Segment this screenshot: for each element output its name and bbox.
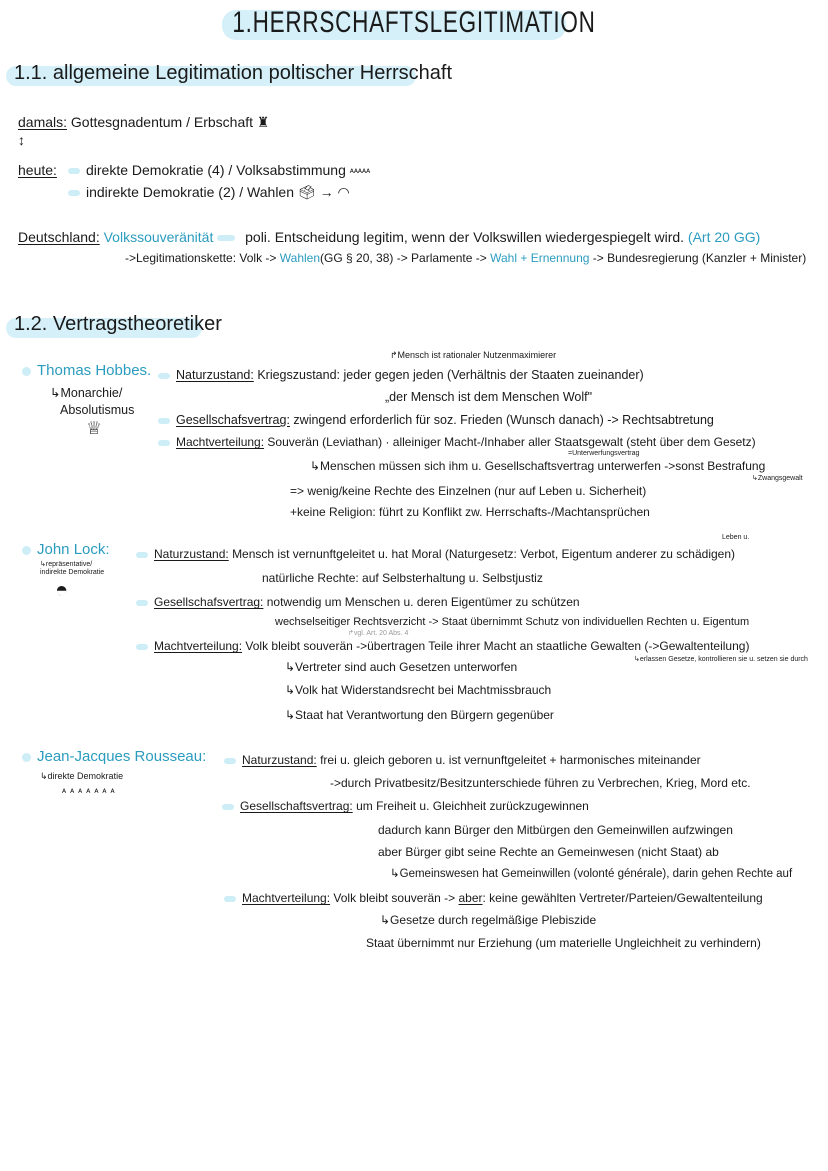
legitimationskette-line bbox=[125, 250, 806, 266]
chain-part-2: (GG § 20, 38) -> Parlamente -> bbox=[320, 251, 487, 265]
hobbes-line-3: +keine Religion: führt zu Konflikt zw. Herrschafts-/Machtansprüchen bbox=[290, 505, 650, 519]
label: Naturzustand: bbox=[242, 753, 317, 767]
bullet-icon bbox=[224, 896, 236, 902]
text: notwendig um Menschen u. deren Eigentümer zu schützen bbox=[266, 595, 580, 609]
rousseau-ges-3: aber Bürger gibt seine Rechte an Gemeinwesen (nicht Staat) ab bbox=[378, 845, 719, 859]
rousseau-name-text: Jean-Jacques Rousseau: bbox=[37, 748, 207, 765]
volkssouveraenitaet: Volkssouveränität bbox=[103, 229, 214, 245]
hobbes-machtverteilung bbox=[158, 434, 756, 450]
heute-indirekt: indirekte Demokratie (2) / Wahlen bbox=[86, 184, 295, 200]
label: Gesellschaftsvertrag: bbox=[240, 799, 353, 813]
parliament-icon: ◠ bbox=[337, 184, 350, 200]
hobbes-note-top: ↱Mensch ist rationaler Nutzenmaximierer bbox=[390, 350, 557, 360]
locke-nat-note: Leben u. bbox=[722, 534, 750, 541]
heute-label bbox=[18, 162, 57, 178]
rousseau-line-1: ↳Gesetze durch regelmäßige Plebiszide bbox=[380, 913, 597, 927]
chain-part-1: ->Legitimationskette: Volk -> bbox=[125, 251, 277, 265]
label: Machtverteilung: bbox=[176, 435, 265, 449]
locke-line-1: ↳Vertreter sind auch Gesetzen unterworfen bbox=[285, 660, 518, 674]
label: Machtverteilung: bbox=[242, 891, 331, 905]
text: Volk bleibt souverän -> bbox=[333, 891, 456, 905]
damals-text: Gottesgnadentum / Erbschaft bbox=[70, 114, 254, 130]
locke-line-3: ↳Staat hat Verantwortung den Bürgern gegenüber bbox=[285, 708, 554, 722]
label: Machtverteilung: bbox=[154, 639, 243, 653]
locke-macht-note: ↱vgl. Art. 20 Abs. 4 bbox=[348, 630, 409, 637]
rousseau-name bbox=[22, 749, 206, 765]
locke-macht-note-2: ↳erlassen Gesetze, kontrollieren sie u. setzen sie durch bbox=[634, 656, 808, 663]
heute-line-2: indirekte Demokratie (2) / Wahlen 🗳 → ◠ bbox=[68, 184, 350, 200]
locke-machtverteilung bbox=[136, 638, 749, 654]
chain-ernennung: + Ernennung bbox=[520, 251, 590, 265]
people-icon: ᴬᴬᴬᴬᴬ bbox=[349, 167, 371, 177]
chain-part-3: -> Bundesregierung (Kanzler + Minister) bbox=[592, 251, 807, 265]
rousseau-ges-4: ↳Gemeinswesen hat Gemeinwillen (volonté générale), darin gehen Rechte auf bbox=[390, 868, 793, 880]
text: zwingend erforderlich für soz. Frieden (Wunsch danach) -> Rechtsabtretung bbox=[293, 413, 714, 427]
hobbes-line-1-note: ↳Zwangsgewalt bbox=[752, 475, 803, 482]
locke-name bbox=[22, 542, 110, 558]
hobbes-name bbox=[22, 363, 151, 379]
locke-gesellschaftsvertrag bbox=[136, 594, 580, 610]
hobbes-sub1: ↳Monarchie/ bbox=[50, 386, 123, 400]
locke-ges-2: wechselseitiger Rechtsverzicht -> Staat übernimmt Schutz von individuellen Rechten u. Eigentum bbox=[275, 616, 750, 628]
hobbes-line-1: ↳Menschen müssen sich ihm u. Gesellschaftsvertrag unterwerfen ->sonst Bestrafung bbox=[310, 459, 766, 473]
page-title: 1.HERRSCHAFTSLEGITIMATION bbox=[232, 6, 596, 39]
rousseau-machtverteilung bbox=[224, 890, 763, 906]
bullet-icon bbox=[136, 552, 148, 558]
parliament-icon: ◓ bbox=[55, 577, 69, 602]
section-heading-1-1: 1.1. allgemeine Legitimation poltischer Herrschaft bbox=[14, 62, 452, 84]
bullet-icon bbox=[22, 753, 31, 762]
label: Gesellschafsvertrag: bbox=[154, 595, 264, 609]
hobbes-macht-note: =Unterwerfungsvertrag bbox=[568, 450, 640, 457]
crown-icon: ♕ bbox=[86, 418, 103, 438]
damals-line bbox=[18, 114, 269, 130]
label: Naturzustand: bbox=[154, 547, 229, 561]
rousseau-nat-2: ->durch Privatbesitz/Besitzunterschiede führen zu Verbrechen, Krieg, Mord etc. bbox=[330, 776, 751, 790]
text: Volk bleibt souverän ->übertragen Teile ihrer Macht an staatliche Gewalten (->Gewaltenteilung) bbox=[245, 639, 750, 653]
text: Mensch ist vernunftgeleitet u. hat Moral (Naturgesetz: Verbot, Eigentum anderer zu schädigen) bbox=[232, 547, 735, 561]
hobbes-gesellschaftsvertrag bbox=[158, 412, 714, 428]
rousseau-ges-2: dadurch kann Bürger den Mitbürgen den Gemeinwillen aufzwingen bbox=[378, 823, 733, 837]
locke-naturzustand bbox=[136, 546, 735, 562]
rousseau-gesellschaftsvertrag bbox=[222, 798, 589, 814]
chain-wahl: Wahl bbox=[490, 251, 518, 265]
bullet-icon bbox=[158, 418, 170, 424]
locke-sub: ↳repräsentative/ indirekte Demokratie bbox=[40, 561, 105, 576]
hobbes-sub2: Absolutismus bbox=[60, 403, 135, 417]
art-reference: (Art 20 GG) bbox=[687, 229, 761, 245]
label: Naturzustand: bbox=[176, 368, 254, 382]
locke-nat-2: natürliche Rechte: auf Selbsterhaltung u. Selbstjustiz bbox=[262, 571, 543, 585]
rousseau-line-2: Staat übernimmt nur Erziehung (um materielle Ungleichheit zu verhindern) bbox=[366, 936, 761, 950]
bullet-icon bbox=[68, 190, 80, 196]
arrow-highlight-icon bbox=[217, 235, 235, 241]
people-icon: ᴬᴬᴬᴬᴬᴬᴬ bbox=[62, 787, 119, 797]
section-heading-1-2: 1.2. Vertragstheoretiker bbox=[14, 313, 222, 335]
bullet-icon bbox=[68, 168, 80, 174]
aber: aber bbox=[458, 891, 483, 905]
bullet-icon bbox=[222, 804, 234, 810]
bullet-icon bbox=[158, 440, 170, 446]
king-icon: ♜ bbox=[256, 114, 270, 130]
hobbes-quote: „der Mensch ist dem Menschen Wolf" bbox=[385, 390, 593, 404]
deutschland-label: Deutschland: bbox=[18, 229, 100, 245]
bullet-icon bbox=[22, 546, 31, 555]
hobbes-name-text: Thomas Hobbes. bbox=[37, 362, 152, 379]
bullet-icon bbox=[224, 758, 236, 764]
locke-name-text: John Lock: bbox=[37, 541, 110, 558]
locke-line-2: ↳Volk hat Widerstandsrecht bei Machtmissbrauch bbox=[285, 683, 552, 697]
deutschland-line bbox=[18, 229, 760, 245]
bullet-icon bbox=[136, 600, 148, 606]
heute-direkt: direkte Demokratie (4) / Volksabstimmung bbox=[86, 162, 346, 178]
label: Gesellschafsvertrag: bbox=[176, 413, 290, 427]
bullet-icon bbox=[22, 367, 31, 376]
text-2: : keine gewählten Vertreter/Parteien/Gewaltenteilung bbox=[482, 891, 763, 905]
damals-label: damals: bbox=[18, 114, 68, 130]
text: Kriegszustand: jeder gegen jeden (Verhältnis der Staaten zueinander) bbox=[257, 368, 644, 382]
bullet-icon bbox=[136, 644, 148, 650]
hobbes-line-2: => wenig/keine Rechte des Einzelnen (nur auf Leben u. Sicherheit) bbox=[290, 484, 647, 498]
ballot-box-icon: 🗳 bbox=[297, 184, 316, 200]
text: Souverän (Leviathan) · alleiniger Macht-/Inhaber aller Staatsgewalt (steht über dem Gesetz) bbox=[267, 435, 756, 449]
hobbes-naturzustand bbox=[158, 367, 644, 383]
chain-wahlen: Wahlen bbox=[279, 251, 321, 265]
text: frei u. gleich geboren u. ist vernunftgeleitet + harmonisches miteinander bbox=[320, 753, 701, 767]
text: um Freiheit u. Gleichheit zurückzugewinnen bbox=[356, 799, 589, 813]
rousseau-naturzustand bbox=[224, 752, 701, 768]
heute-line-1 bbox=[68, 162, 370, 180]
bullet-icon bbox=[158, 373, 170, 379]
rousseau-sub: ↳direkte Demokratie bbox=[40, 771, 124, 781]
arrow-icon: ↕ bbox=[18, 132, 25, 148]
deutschland-text: poli. Entscheidung legitim, wenn der Volkswillen wiedergespiegelt wird. bbox=[245, 229, 685, 245]
heute-label-text: heute: bbox=[18, 162, 57, 178]
